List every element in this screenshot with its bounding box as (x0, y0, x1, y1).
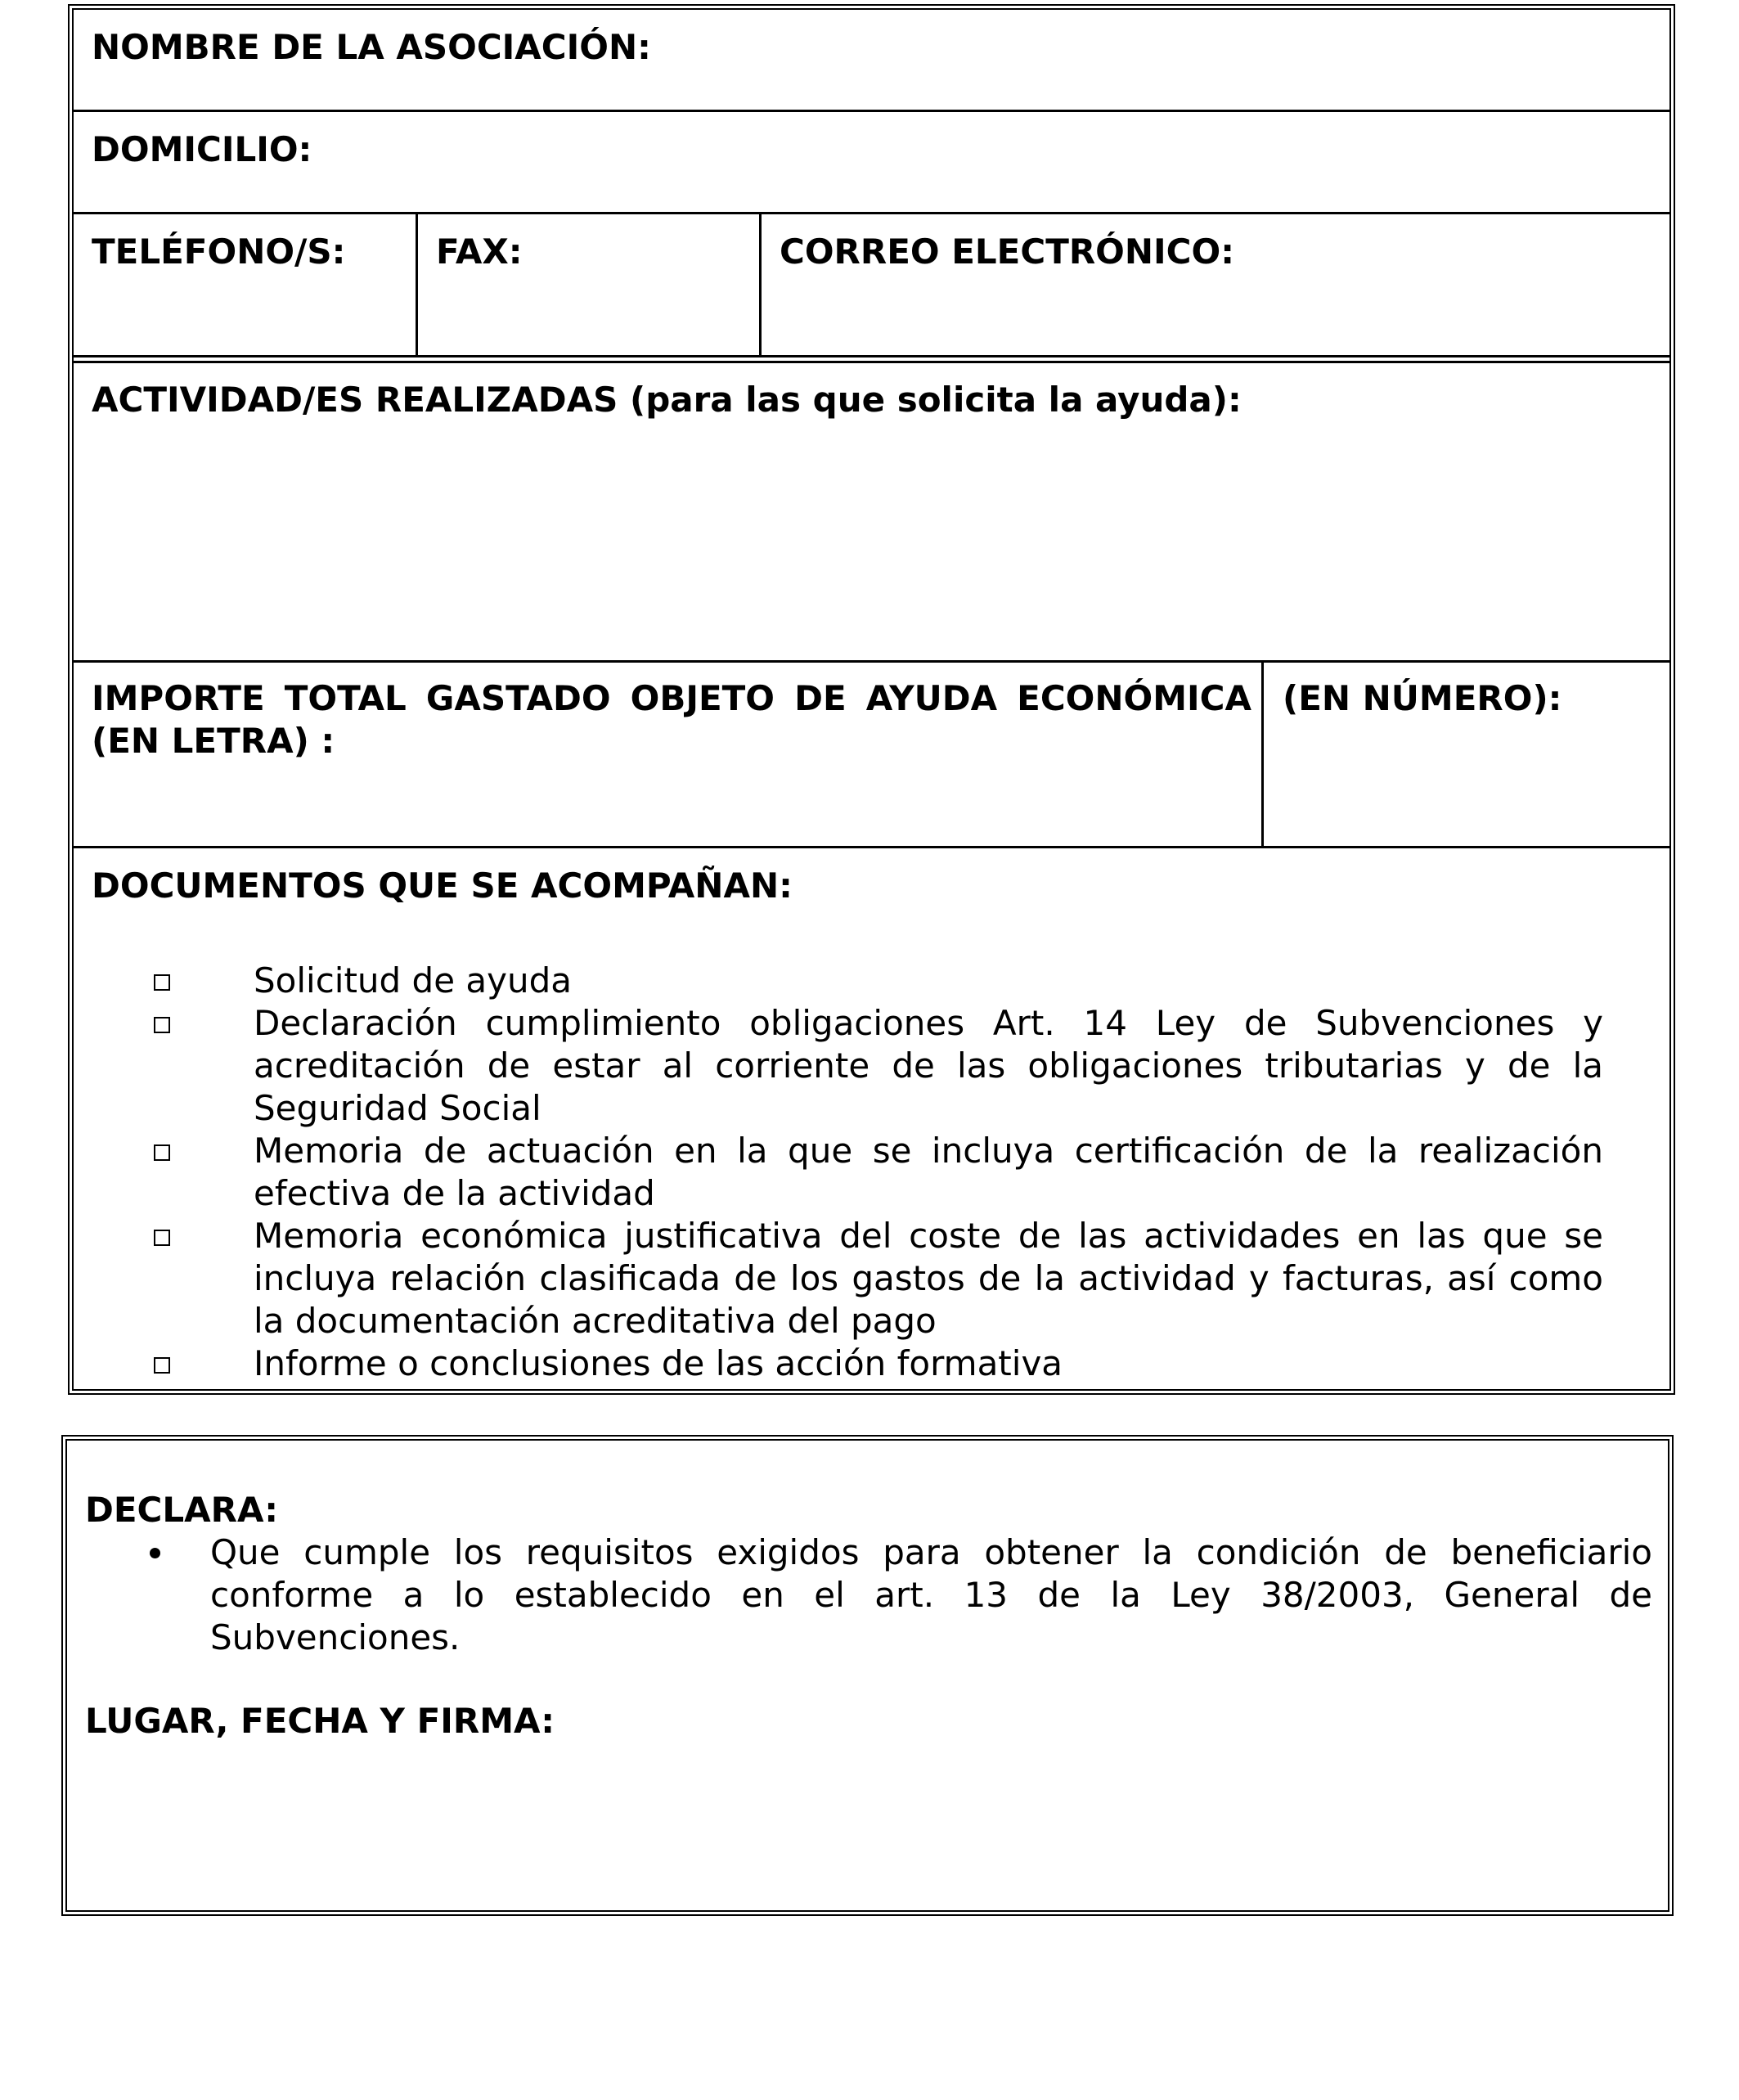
row-divider (72, 110, 1671, 112)
document-item-text: Solicitud de ayuda (254, 960, 573, 1001)
document-item-text: Memoria económica justificativa del coste de las actividades en las que se incluya relación clasificada de los gastos de la actividad y facturas, así como la documentación acreditativa del pago (254, 1216, 1603, 1341)
checkbox-icon[interactable] (82, 1130, 254, 1161)
document-item-text: Declaración cumplimiento obligaciones Art. 14 Ley de Subvenciones y acreditación de estar al corriente de las obligaciones tributarias y de la Seguridad Social (254, 1003, 1603, 1128)
document-item-text: Informe o conclusiones de las acción formativa (254, 1343, 1063, 1383)
document-item-text: Memoria de actuación en la que se incluya certificación de la realización efectiva de la actividad (254, 1131, 1603, 1213)
row-divider (72, 361, 1671, 363)
importe-numero-label: (EN NÚMERO): (1283, 678, 1562, 718)
row-divider (72, 660, 1671, 663)
cell-divider (1261, 660, 1264, 848)
checkbox-icon[interactable] (82, 1342, 254, 1374)
documents-checklist (82, 960, 1603, 1385)
actividades-label: ACTIVIDAD/ES REALIZADAS (para las que solicita la ayuda): (92, 380, 1242, 420)
row-divider (72, 355, 1671, 357)
checkbox-icon[interactable] (82, 1002, 254, 1033)
declaration-list (82, 1531, 1652, 1659)
importe-letra-label: IMPORTE TOTAL GASTADO OBJETO DE AYUDA ECONÓMICA (EN LETRA) : (92, 678, 1251, 761)
domicilio-label: DOMICILIO: (92, 129, 312, 169)
row-divider (72, 846, 1671, 848)
telefono-label: TELÉFONO/S: (92, 232, 346, 272)
checkbox-icon[interactable] (82, 960, 254, 991)
checkbox-icon[interactable] (82, 1215, 254, 1246)
list-item (82, 1531, 1652, 1659)
declara-label: DECLARA: (85, 1490, 279, 1530)
cell-divider (759, 212, 762, 357)
row-divider (72, 212, 1671, 214)
list-item (82, 1002, 1603, 1130)
correo-label: CORREO ELECTRÓNICO: (780, 232, 1234, 272)
asociacion-name-label: NOMBRE DE LA ASOCIACIÓN: (92, 27, 651, 67)
list-item (82, 1342, 1603, 1385)
cell-divider (416, 212, 418, 357)
declaration-box (65, 1439, 1669, 1912)
fax-label: FAX: (436, 232, 523, 272)
lugar-fecha-firma-label: LUGAR, FECHA Y FIRMA: (85, 1701, 555, 1741)
declaration-item-text: Que cumple los requisitos exigidos para obtener la condición de beneficiario conforme a lo establecido en el art. 13 de la Ley 38/2003, General de Subvenciones. (210, 1532, 1652, 1657)
list-item (82, 960, 1603, 1002)
documentos-label: DOCUMENTOS QUE SE ACOMPAÑAN: (92, 866, 793, 906)
list-item (82, 1215, 1603, 1342)
list-item (82, 1130, 1603, 1215)
